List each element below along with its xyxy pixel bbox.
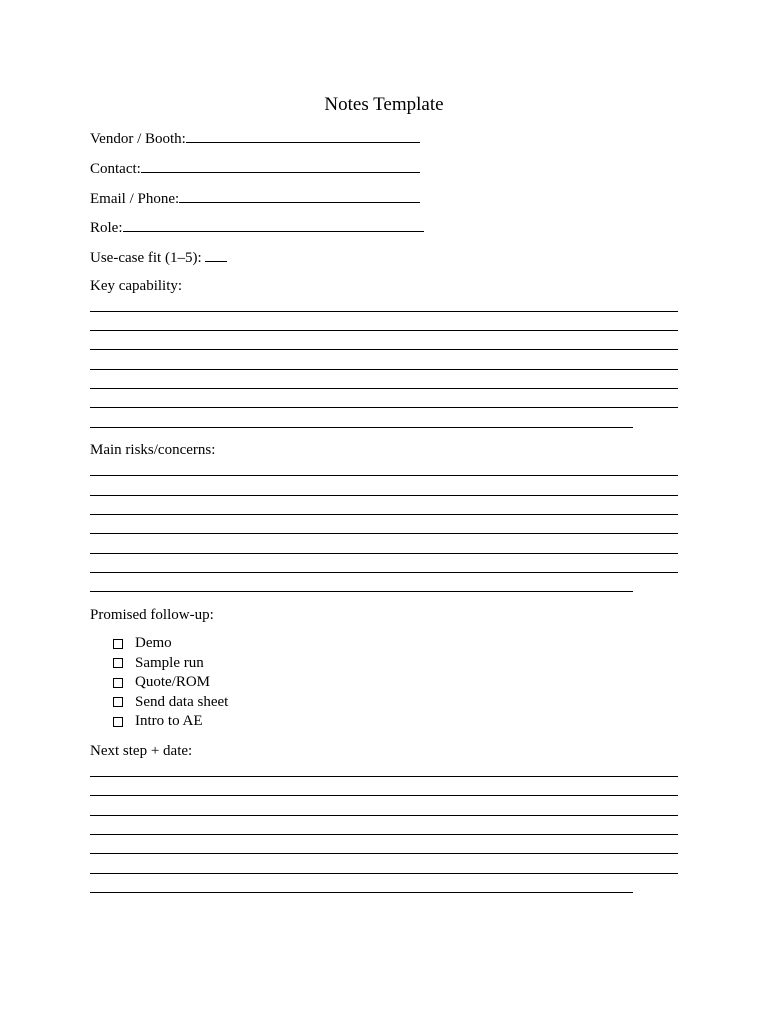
writing-line [90,892,633,893]
writing-line [90,815,678,816]
role-label: Role: [90,220,123,236]
writing-line [90,388,678,389]
follow-up-item-label: Intro to AE [135,713,203,729]
checkbox-icon[interactable] [113,717,123,727]
writing-line [90,514,678,515]
follow-up-item-demo[interactable] [113,634,228,654]
checkbox-icon[interactable] [113,658,123,668]
follow-up-item-label: Quote/ROM [135,674,210,690]
contact-label: Contact: [90,161,141,177]
writing-line [90,795,678,796]
writing-line [90,311,678,312]
use-case-fit-label: Use-case fit (1–5): [90,250,202,266]
role-field [90,217,424,238]
contact-field [90,158,420,179]
writing-line [90,834,678,835]
writing-line [90,533,678,534]
follow-up-item-intro-to-ae[interactable] [113,712,228,732]
follow-up-item-label: Demo [135,635,172,651]
writing-line [90,572,678,573]
writing-line [90,475,678,476]
follow-up-item-label: Sample run [135,654,204,671]
main-risks-label: Main risks/concerns: [90,442,216,458]
checkbox-icon[interactable] [113,639,123,649]
use-case-fit-field [90,247,227,268]
next-step-label: Next step + date: [90,743,193,759]
follow-up-checklist [113,634,228,732]
writing-line [90,553,678,554]
follow-up-item-send-data-sheet[interactable] [113,693,228,713]
key-capability-label: Key capability: [90,278,183,294]
writing-line [90,407,678,408]
writing-line [90,427,633,428]
checkbox-icon[interactable] [113,697,123,707]
writing-line [90,349,678,350]
writing-line [90,330,678,331]
writing-line [90,873,678,874]
vendor-booth-blank[interactable] [186,128,420,143]
email-phone-label: Email / Phone: [90,191,180,207]
writing-line [90,776,678,777]
follow-up-item-quote-rom[interactable] [113,673,228,693]
writing-line [90,495,678,496]
contact-blank[interactable] [141,158,420,173]
email-phone-blank[interactable] [179,188,420,203]
writing-line [90,853,678,854]
promised-follow-up-label: Promised follow-up: [90,607,214,623]
writing-line [90,369,678,370]
email-phone-field [90,188,420,209]
follow-up-item-label: Send data sheet [135,693,229,710]
vendor-booth-field [90,128,420,149]
role-blank[interactable] [123,217,424,232]
writing-line [90,591,633,592]
follow-up-item-sample-run[interactable] [113,654,228,674]
checkbox-icon[interactable] [113,678,123,688]
page-title: Notes Template [324,94,444,115]
vendor-booth-label: Vendor / Booth: [90,131,186,147]
use-case-fit-blank[interactable] [205,247,227,262]
